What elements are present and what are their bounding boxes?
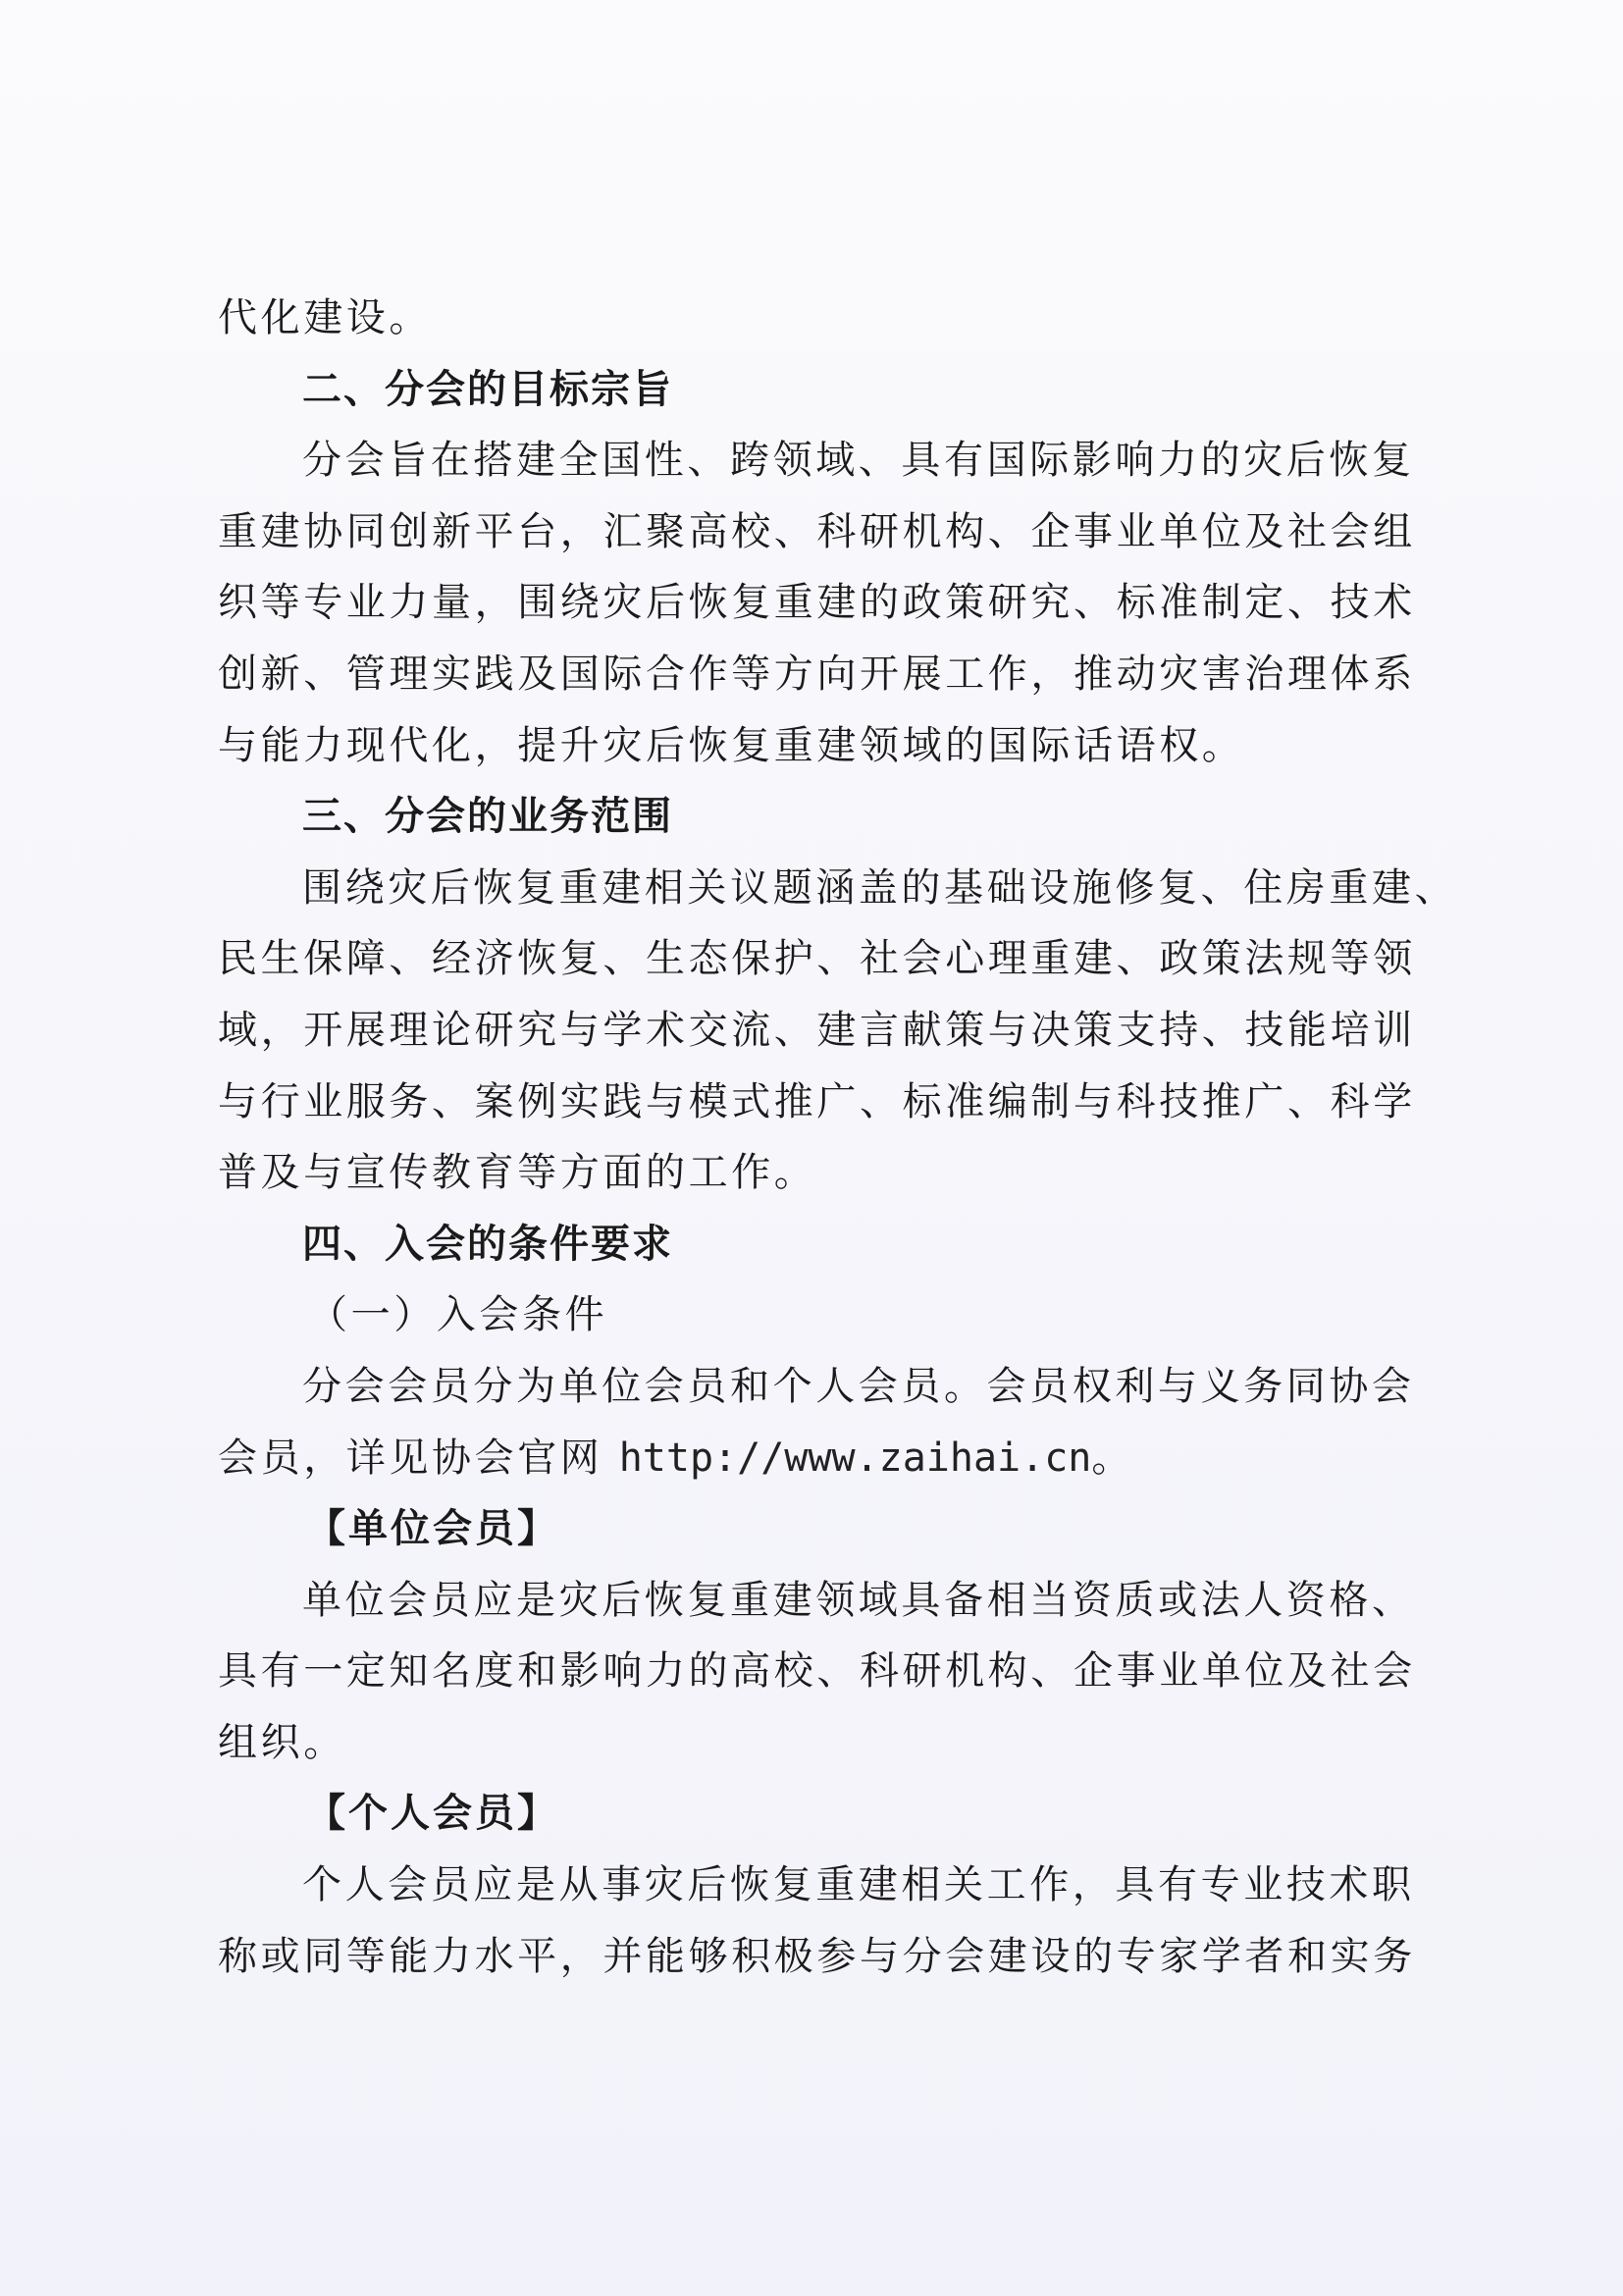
paragraph-text: 会员，详见协会官网 <box>218 1435 619 1481</box>
paragraph-line: 与能力现代化，提升灾后恢复重建领域的国际话语权。 <box>218 722 1245 768</box>
paragraph-line: 域，开展理论研究与学术交流、建言献策与决策支持、技能培训 <box>218 1007 1416 1053</box>
paragraph-line: 与行业服务、案例实践与模式推广、标准编制与科技推广、科学 <box>218 1078 1416 1124</box>
paragraph-line: 织等专业力量，围绕灾后恢复重建的政策研究、标准制定、技术 <box>218 580 1416 626</box>
section-heading-scope: 三、分会的业务范围 <box>302 794 673 840</box>
paragraph-line: 具有一定知名度和影响力的高校、科研机构、企事业单位及社会 <box>218 1648 1416 1695</box>
paragraph-text: 。 <box>1091 1435 1134 1481</box>
paragraph-line: 民生保障、经济恢复、生态保护、社会心理重建、政策法规等领 <box>218 936 1416 982</box>
paragraph-line: 普及与宣传教育等方面的工作。 <box>218 1150 817 1196</box>
section-heading-goals: 二、分会的目标宗旨 <box>302 366 673 412</box>
paragraph-line <box>218 1423 1425 1494</box>
subsection-heading-conditions: （一）入会条件 <box>308 1292 608 1338</box>
paragraph-line: 围绕灾后恢复重建相关议题涵盖的基础设施修复、住房重建、 <box>302 864 1458 911</box>
paragraph-line: 单位会员应是灾后恢复重建领域具备相当资质或法人资格、 <box>302 1577 1415 1623</box>
paragraph-line: 代化建设。 <box>218 295 432 340</box>
individual-member-heading: 【个人会员】 <box>306 1791 559 1837</box>
paragraph-line: 个人会员应是从事灾后恢复重建相关工作，具有专业技术职 <box>302 1862 1415 1908</box>
section-heading-requirements: 四、入会的条件要求 <box>302 1221 673 1267</box>
paragraph-line: 称或同等能力水平，并能够积极参与分会建设的专家学者和实务 <box>218 1933 1416 1979</box>
paragraph-line: 组织。 <box>218 1719 346 1765</box>
paragraph-line: 重建协同创新平台，汇聚高校、科研机构、企事业单位及社会组 <box>218 508 1416 554</box>
paragraph-line: 分会旨在搭建全国性、跨领域、具有国际影响力的灾后恢复 <box>302 438 1415 484</box>
paragraph-line: 创新、管理实践及国际合作等方向开展工作，推动灾害治理体系 <box>218 651 1416 697</box>
unit-member-heading: 【单位会员】 <box>306 1506 559 1552</box>
document-body <box>218 283 1458 1992</box>
website-link[interactable]: http://www.zaihai.cn <box>618 1435 1092 1481</box>
paragraph-line: 分会会员分为单位会员和个人会员。会员权利与义务同协会 <box>302 1363 1415 1409</box>
